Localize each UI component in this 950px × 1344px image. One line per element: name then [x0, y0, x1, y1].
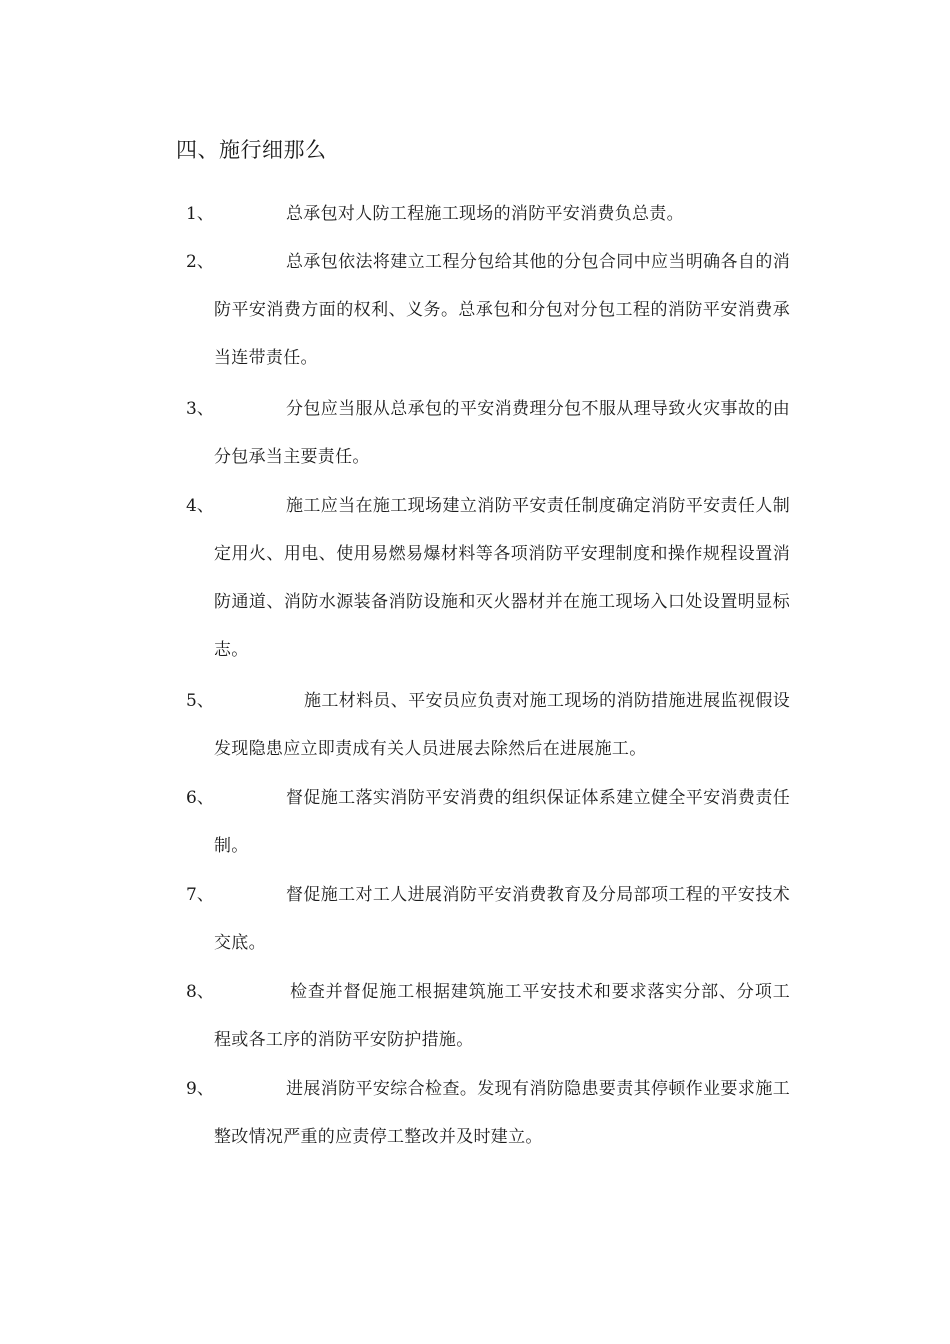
item-number: 1、 — [186, 204, 214, 224]
item-text: 施工材料员、平安员应负责对施工现场的消防措施进展监视假设发现隐患应立即责成有关人员进展去除然后在进展施工。 — [214, 691, 790, 759]
item-text: 检查并督促施工根据建筑施工平安技术和要求落实分部、分项工程或各工序的消防平安防护措施。 — [214, 982, 790, 1050]
item-text: 总承包依法将建立工程分包给其他的分包合同中应当明确各自的消防平安消费方面的权利、义务。总承包和分包对分包工程的消防平安消费承当连带责任。 — [214, 252, 790, 368]
item-text: 总承包对人防工程施工现场的消防平安消费负总责。 — [286, 204, 684, 224]
item-text: 进展消防平安综合检查。发现有消防隐患要责其停顿作业要求施工整改情况严重的应责停工整改并及时建立。 — [214, 1079, 790, 1147]
list-item — [186, 385, 790, 481]
list-item — [186, 238, 790, 382]
item-text: 督促施工对工人进展消防平安消费教育及分局部项工程的平安技术交底。 — [214, 885, 790, 953]
item-number: 4、 — [186, 496, 214, 516]
item-number: 8、 — [186, 982, 214, 1002]
section-heading: 四、施行细那么 — [176, 138, 327, 162]
list-item — [186, 677, 790, 773]
item-number: 7、 — [186, 885, 214, 905]
item-number: 2、 — [186, 252, 214, 272]
item-number: 5、 — [186, 691, 214, 711]
list-item — [186, 774, 790, 870]
list-item — [186, 1065, 790, 1161]
list-item — [186, 190, 790, 238]
item-number: 9、 — [186, 1079, 214, 1099]
list-item — [186, 968, 790, 1064]
item-number: 3、 — [186, 399, 214, 419]
item-number: 6、 — [186, 788, 214, 808]
list-item — [186, 482, 790, 674]
item-text: 施工应当在施工现场建立消防平安责任制度确定消防平安责任人制定用火、用电、使用易燃易爆材料等各项消防平安理制度和操作规程设置消防通道、消防水源装备消防设施和灭火器材并在施工现场入口处设置明显标志。 — [214, 496, 790, 660]
item-text: 督促施工落实消防平安消费的组织保证体系建立健全平安消费责任制。 — [214, 788, 790, 856]
list-item — [186, 871, 790, 967]
item-text: 分包应当服从总承包的平安消费理分包不服从理导致火灾事故的由分包承当主要责任。 — [214, 399, 790, 467]
